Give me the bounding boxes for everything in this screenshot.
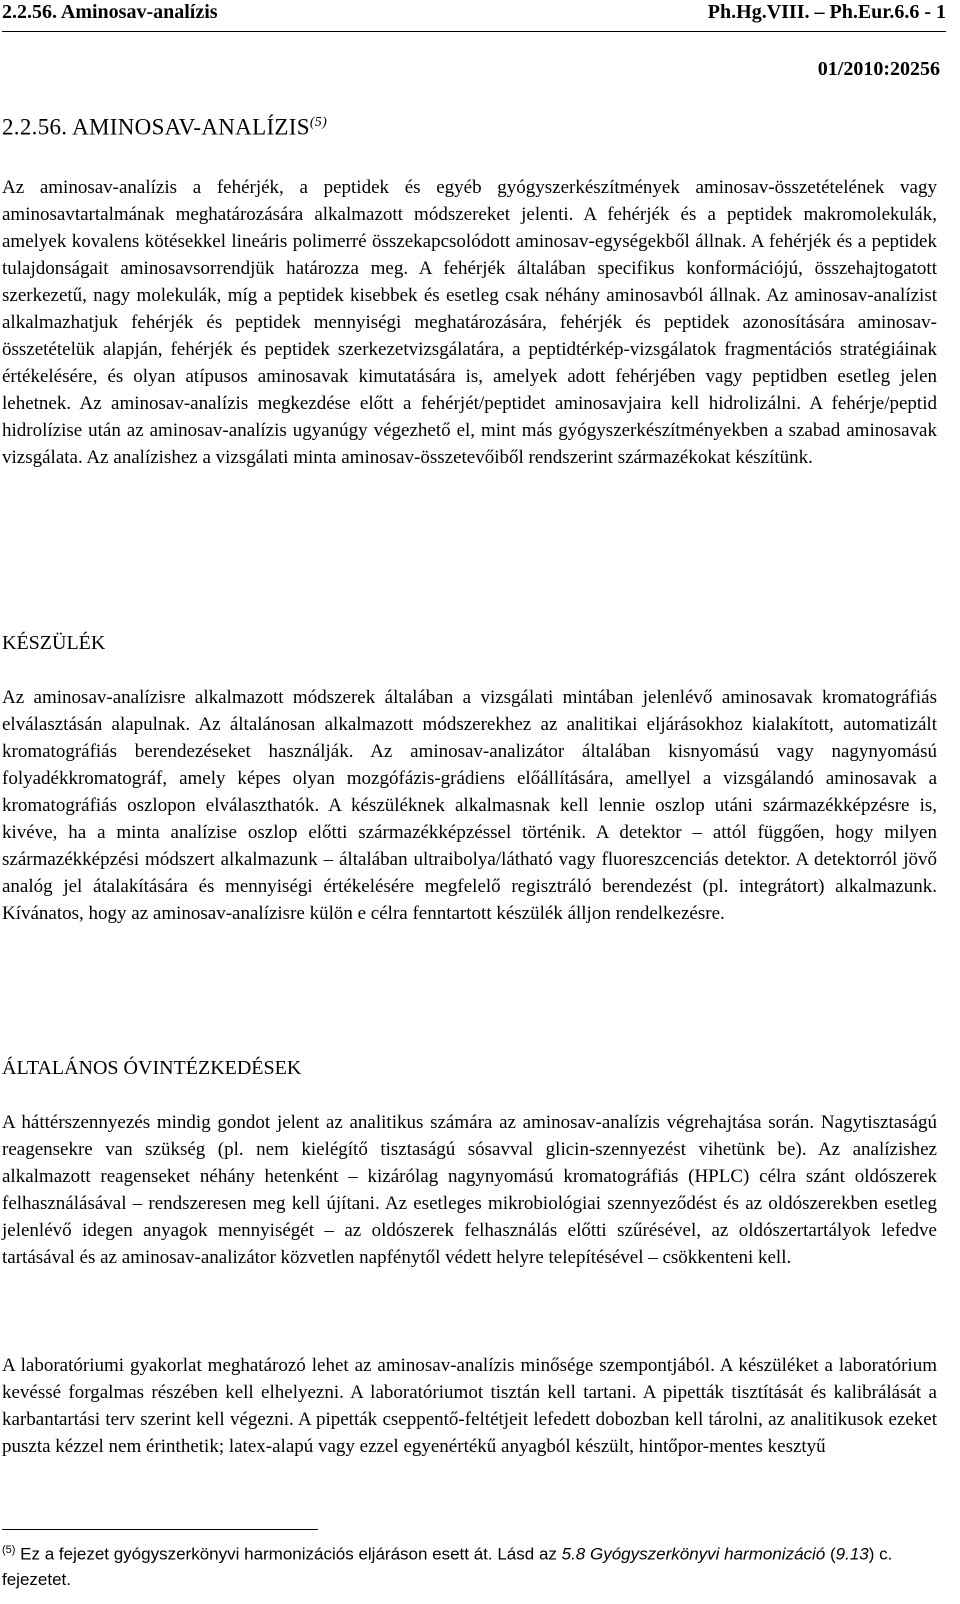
section-heading-precautions: ÁLTALÁNOS ÓVINTÉZKEDÉSEK — [2, 1057, 302, 1079]
footnote-ref-number: 5.8 — [561, 1544, 586, 1564]
header-pharmacopoeia: Ph.Hg.VIII. – Ph.Eur.6.6 - 1 — [707, 1, 946, 23]
apparatus-paragraph: Az aminosav-analízisre alkalmazott módszerek általában a vizsgálati mintában jelenlévő aminosavak kromatográfiás elválasztásán alapulnak. Az általánosan alkalmazott módszerekhez az analitikai eljárásokhoz kialakított, automatizált kromatográfiás berendezéseket használják. Az aminosav-analizátor általában kisnyomású vagy nagynyomású folyadékkromatográf, amely képes olyan mozgófázis-grádiens előállítására, amellyel a vizsgálandó aminosavak a kromatográfiás oszlopon elválaszthatók. A készüléknek alkalmasnak kell lennie oszlop utáni származékképzésre is, kivéve, ha a minta analízise oszlop előtti származékképzéssel történik. A detektor – attól függően, hogy milyen származékképzési módszert alkalmazunk – általában ultraibolya/látható vagy fluoreszcenciás detektor. A detektorról jövő analóg jel átalakítására és mennyiségi értékelésére megfelelő regisztráló berendezést (pl. integrátort) alkalmazunk. Kívánatos, hogy az aminosav-analízisre külön e célra fenntartott készülék álljon rendelkezésre. — [2, 687, 937, 924]
footnote-rule — [2, 1529, 318, 1530]
title-footnote-mark: (5) — [309, 115, 328, 130]
footnote-text-end: ) c. fejezetet. — [2, 1544, 893, 1589]
document-id: 01/2010:20256 — [817, 58, 940, 80]
intro-paragraph: Az aminosav-analízis a fehérjék, a peptidek és egyéb gyógyszerkészítmények aminosav-összetételének vagy aminosavtartalmának meghatározására alkalmazott módszereket jelenti. A fehérjék és a peptidek makromolekulák, amelyek kovalens kötésekkel lineáris polimerré összekapcsolódott aminosav-egységekből állnak. A fehérjék és a peptidek tulajdonságait aminosavsorrendjük határozza meg. A fehérjék általában specifikus konformációjú, összehajtogatott szerkezetű, nagy molekulák, míg a peptidek kisebbek és esetleg csak néhány aminosavból állnak. Az aminosav-analízist alkalmazhatjuk fehérjék és peptidek mennyiségi meghatározására, fehérjék és peptidek azonosítására aminosav-összetételük alapján, fehérjék és peptidek szerkezetvizsgálatára, a peptidtérkép-vizsgálatok fragmentációs stratégiáinak értékelésére, és olyan atípusos aminosavak kimutatására is, amelyek adott fehérjében vagy peptidben esetleg jelen lehetnek. Az aminosav-analízis megkezdése előtt a fehérjét/peptidet aminosavjaira kell hidrolizálni. A fehérje/peptid hidrolízise után az aminosav-analízis ugyanúgy végezhető el, mint más gyógyszerkészítményekben a szabad aminosavak vizsgálata. Az analízishez a vizsgálati minta aminosav-összetevőiből rendszerint származékokat készítünk. — [2, 177, 937, 468]
precautions-paragraph-2: A laboratóriumi gyakorlat meghatározó lehet az aminosav-analízis minősége szempontjából. A készüléket a laboratórium kevéssé forgalmas részében kell elhelyezni. A laboratóriumot tisztán kell tartani. A pipetták tisztítását és kalibrálását a karbantartási terv szerint kell végezni. A pipetták cseppentő-feltétjeit lefedett dobozban kell tárolni, az analitikusok ezeket puszta kézzel nem érinthetik; latex-alapú vagy ezzel egyenértékű anyagból készült, hintőpor-mentes kesztyű — [2, 1355, 937, 1457]
chapter-title — [2, 108, 327, 143]
running-header — [2, 0, 946, 30]
footnote-text: Ez a fejezet gyógyszerkönyvi harmonizációs eljáráson esett át. Lásd az — [15, 1544, 562, 1564]
chapter-title-text: 2.2.56. AMINOSAV-ANALÍZIS — [2, 114, 310, 140]
header-rule — [2, 31, 946, 32]
footnote-ref-chapter: 9.13 — [835, 1544, 869, 1564]
precautions-paragraph-1: A háttérszennyezés mindig gondot jelent az analitikus számára az aminosav-analízis végrehajtása során. Nagytisztaságú reagensekre van szükség (pl. nem kielégítő tisztaságú sósavval glicin-szennyezést vihetünk be). Az analízishez alkalmazott reagenseket néhány hetenként – kizárólag nagynyomású kromatográfiás (HPLC) célra szánt oldószerek felhasználásával – rendszeresen meg kell újítani. Az esetleges mikrobiológiai szennyeződést és az oldószerekben esetleg jelenlévő idegen anyagok mennyiségét – az oldószerek felhasználás előtti szűrésével, az oldószertartályok lefedve tartásával és az aminosav-analizátor közvetlen napfénytől védett helyre telepítésével – csökkenteni kell. — [2, 1112, 937, 1268]
footnote — [2, 1538, 937, 1592]
header-chapter: 2.2.56. Aminosav-analízis — [2, 1, 218, 23]
footnote-ref-title: Gyógyszerkönyvi harmonizáció — [585, 1544, 826, 1564]
footnote-mark: (5) — [2, 1544, 16, 1556]
footnote-paren-open: ( — [825, 1544, 836, 1564]
section-heading-apparatus: KÉSZÜLÉK — [2, 632, 106, 654]
